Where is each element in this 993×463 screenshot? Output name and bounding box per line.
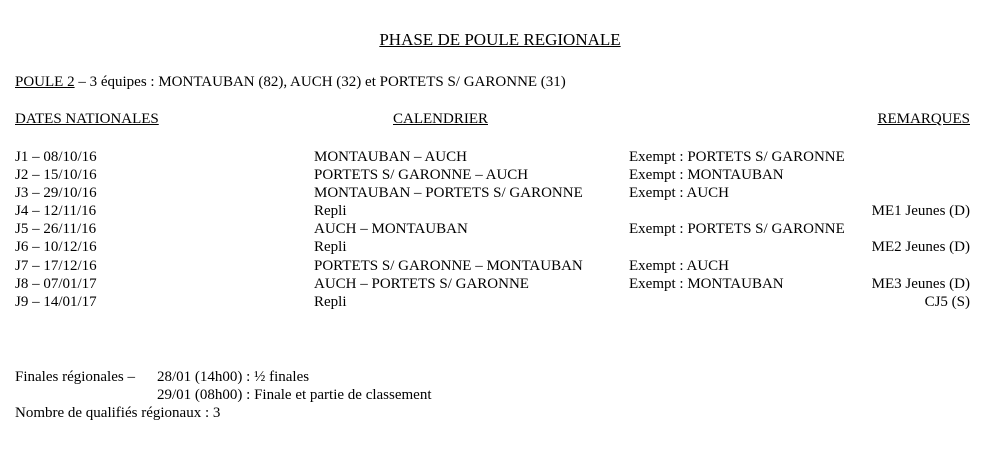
row-match: Repli [314, 203, 347, 219]
row-date: J3 – 29/10/16 [15, 185, 97, 201]
page-title: PHASE DE POULE REGIONALE [379, 30, 621, 49]
row-exempt: Exempt : MONTAUBAN [629, 276, 784, 292]
header-calendar: CALENDRIER [393, 111, 488, 127]
finals-line-1: 28/01 (14h00) : ½ finales [157, 369, 310, 385]
row-exempt: Exempt : PORTETS S/ GARONNE [629, 149, 845, 165]
qualified-count: Nombre de qualifiés régionaux : 3 [15, 405, 221, 421]
row-exempt: Exempt : AUCH [629, 258, 729, 274]
row-date: J2 – 15/10/16 [15, 167, 97, 183]
header-dates: DATES NATIONALES [15, 111, 159, 127]
row-match: MONTAUBAN – PORTETS S/ GARONNE [314, 185, 583, 201]
row-date: J4 – 12/11/16 [15, 203, 97, 219]
row-remark: CJ5 (S) [924, 294, 970, 310]
row-match: MONTAUBAN – AUCH [314, 149, 467, 165]
row-match: Repli [314, 294, 347, 310]
poule-label: POULE 2 [15, 74, 75, 90]
row-match: PORTETS S/ GARONNE – MONTAUBAN [314, 258, 583, 274]
row-date: J5 – 26/11/16 [15, 221, 97, 237]
row-remark: ME2 Jeunes (D) [871, 239, 970, 255]
row-exempt: Exempt : PORTETS S/ GARONNE [629, 221, 845, 237]
row-exempt: Exempt : AUCH [629, 185, 729, 201]
poule-line [15, 73, 566, 91]
header-remarks: REMARQUES [877, 111, 970, 127]
row-date: J8 – 07/01/17 [15, 276, 97, 292]
row-date: J9 – 14/01/17 [15, 294, 97, 310]
row-date: J1 – 08/10/16 [15, 149, 97, 165]
row-remark: ME1 Jeunes (D) [871, 203, 970, 219]
row-match: AUCH – MONTAUBAN [314, 221, 468, 237]
row-date: J7 – 17/12/16 [15, 258, 97, 274]
row-exempt: Exempt : MONTAUBAN [629, 167, 784, 183]
row-match: Repli [314, 239, 347, 255]
finals-label: Finales régionales – [15, 369, 135, 385]
row-match: AUCH – PORTETS S/ GARONNE [314, 276, 529, 292]
row-match: PORTETS S/ GARONNE – AUCH [314, 167, 529, 183]
row-remark: ME3 Jeunes (D) [871, 276, 970, 292]
poule-description: – 3 équipes : MONTAUBAN (82), AUCH (32) et PORTETS S/ GARONNE (31) [74, 74, 566, 90]
finals-line-2: 29/01 (08h00) : Finale et partie de classement [157, 387, 432, 403]
row-date: J6 – 10/12/16 [15, 239, 97, 255]
